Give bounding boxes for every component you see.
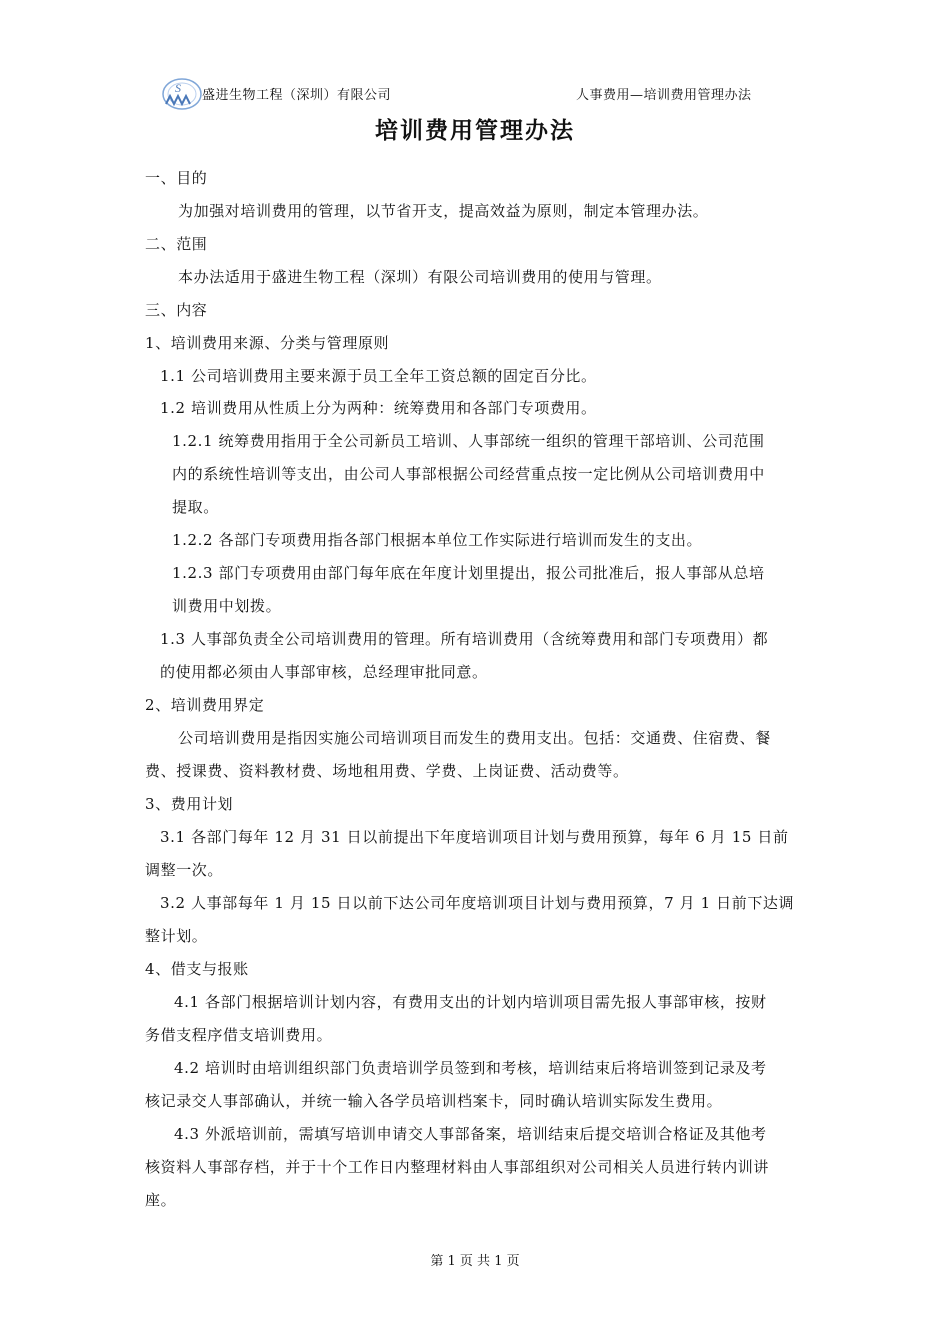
- text-line: 的使用都必须由人事部审核，总经理审批同意。: [160, 663, 488, 681]
- page-footer: 第 1 页 共 1 页: [430, 1254, 520, 1269]
- text-line: 公司培训费用是指因实施公司培训项目而发生的费用支出。包括：交通费、住宿费、餐: [178, 729, 771, 747]
- text-line: 1.2 培训费用从性质上分为两种：统筹费用和各部门专项费用。: [160, 399, 597, 417]
- header-company-name: 盛进生物工程（深圳）有限公司: [202, 88, 392, 103]
- text-line: 整计划。: [145, 927, 208, 945]
- text-line: 1.2.1 统筹费用指用于全公司新员工培训、人事部统一组织的管理干部培训、公司范围: [172, 432, 765, 450]
- text-line: 调整一次。: [145, 861, 224, 879]
- text-line: 为加强对培训费用的管理，以节省开支，提高效益为原则，制定本管理办法。: [178, 202, 709, 220]
- text-line: 1.3 人事部负责全公司培训费用的管理。所有培训费用（含统筹费用和部门专项费用）都: [160, 630, 769, 648]
- text-line: 务借支程序借支培训费用。: [145, 1026, 333, 1044]
- text-line: 1.2.3 部门专项费用由部门每年底在年度计划里提出，报公司批准后，报人事部从总培: [172, 564, 765, 582]
- text-line: 内的系统性培训等支出，由公司人事部根据公司经营重点按一定比例从公司培训费用中: [172, 465, 765, 483]
- text-line: 核资料人事部存档，并于十个工作日内整理材料由人事部组织对公司相关人员进行转内训讲: [145, 1158, 770, 1176]
- text-line: 本办法适用于盛进生物工程（深圳）有限公司培训费用的使用与管理。: [178, 268, 662, 286]
- header-document-category: 人事费用—培训费用管理办法: [576, 88, 752, 103]
- text-line: 3.2 人事部每年 1 月 15 日以前下达公司年度培训项目计划与费用预算，7 月 1 日前下达调: [160, 894, 795, 912]
- text-line: 2、培训费用界定: [145, 696, 265, 714]
- text-line: 一、目的: [145, 169, 208, 187]
- text-line: 座。: [145, 1191, 177, 1209]
- text-line: 3、费用计划: [145, 795, 234, 813]
- svg-text:S: S: [175, 81, 181, 95]
- text-line: 核记录交人事部确认，并统一输入各学员培训档案卡，同时确认培训实际发生费用。: [145, 1092, 723, 1110]
- text-line: 1.1 公司培训费用主要来源于员工全年工资总额的固定百分比。: [160, 367, 597, 385]
- text-line: 1、培训费用来源、分类与管理原则: [145, 334, 390, 352]
- text-line: 三、内容: [145, 301, 208, 319]
- text-line: 3.1 各部门每年 12 月 31 日以前提出下年度培训项目计划与费用预算，每年 6 月 15 日前: [160, 828, 789, 846]
- text-line: 提取。: [172, 498, 219, 516]
- text-line: 费、授课费、资料教材费、场地租用费、学费、上岗证费、活动费等。: [145, 762, 629, 780]
- text-line: 4.1 各部门根据培训计划内容，有费用支出的计划内培训项目需先报人事部审核，按财: [174, 993, 767, 1011]
- text-line: 训费用中划拨。: [172, 597, 282, 615]
- document-title: 培训费用管理办法: [375, 117, 575, 144]
- text-line: 二、范围: [145, 235, 208, 253]
- text-line: 1.2.2 各部门专项费用指各部门根据本单位工作实际进行培训而发生的支出。: [172, 531, 703, 549]
- text-line: 4.2 培训时由培训组织部门负责培训学员签到和考核，培训结束后将培训签到记录及考: [174, 1059, 767, 1077]
- text-line: 4.3 外派培训前，需填写培训申请交人事部备案，培训结束后提交培训合格证及其他考: [174, 1125, 767, 1143]
- text-line: 4、借支与报账: [145, 960, 249, 978]
